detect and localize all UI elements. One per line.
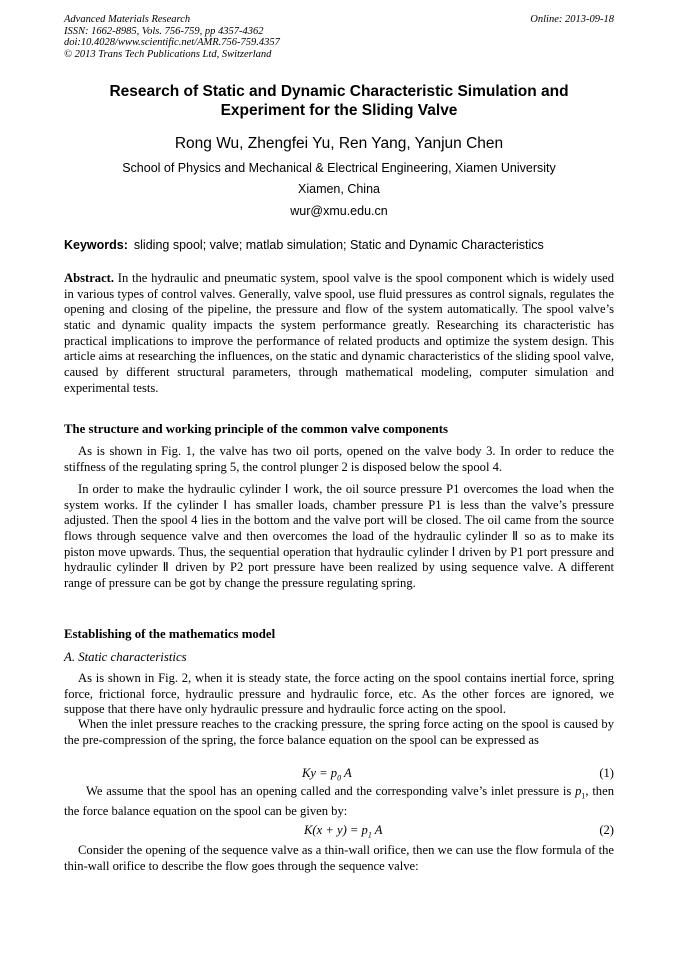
abstract-label: Abstract. — [64, 271, 115, 285]
title-line: Research of Static and Dynamic Characteristic Simulation and — [109, 83, 569, 100]
paper-title — [64, 82, 614, 120]
paragraph — [64, 784, 614, 820]
online-date: Online: 2013-09-18 — [530, 14, 614, 25]
eq-lhs: Ky = p — [302, 766, 338, 780]
affiliation: School of Physics and Mechanical & Electrical Engineering, Xiamen University — [122, 161, 556, 175]
title-line: Experiment for the Sliding Valve — [220, 102, 458, 119]
abstract — [64, 271, 614, 396]
text: We assume that the spool has an opening called and the corresponding valve’s inlet pressure is — [86, 784, 572, 798]
keywords-text: sliding spool; valve; matlab simulation; Static and Dynamic Characteristics — [133, 238, 544, 252]
eq-sub: 0 — [337, 773, 342, 783]
doi: doi:10.4028/www.scientific.net/AMR.756-759.4357 — [64, 37, 280, 48]
var: p — [575, 784, 582, 798]
eq-sub: 1 — [367, 830, 372, 840]
eq-lhs: K(x + y) = p — [304, 823, 368, 837]
copyright: © 2013 Trans Tech Publications Ltd, Switzerland — [64, 48, 272, 60]
section-heading: Establishing of the mathematics model — [64, 627, 276, 641]
keywords — [64, 238, 544, 252]
equation-number: (2) — [599, 823, 614, 837]
email: wur@xmu.edu.cn — [290, 204, 388, 218]
paragraph: In order to make the hydraulic cylinder Ⅰ work, the oil source pressure P1 overcomes the load when the system works. If the cylinder Ⅰ has smaller loads, chamber pressure P1 is less than the valve’s pressure adjusted. Then the spool 4 lies in the bottom and the valve port will be closed. The oil came from the source flows through sequence valve and then overcomes the load of the hydraulic cylinder Ⅱ so as to make its piston move upwards. Thus, the sequential operation that hydraulic cylinder Ⅰ driven by P1 port pressure and hydraulic cylinder Ⅱ driven by P2 port pressure have been realized by using sequence valve. A different range of pressure can be got by change the pressure regulating spring. — [64, 482, 614, 590]
keywords-label: Keywords: — [64, 238, 128, 252]
journal-name: Advanced Materials Research — [64, 14, 191, 25]
location: Xiamen, China — [298, 182, 380, 196]
paragraph: As is shown in Fig. 1, the valve has two oil ports, opened on the valve body 3. In order to reduce the stiffness of the regulating spring 5, the control plunger 2 is disposed below the spool 4. — [64, 444, 614, 474]
eq-rhs: A — [374, 823, 383, 837]
equation-number: (1) — [599, 766, 614, 780]
section-heading: The structure and working principle of the common valve components — [64, 422, 449, 436]
paragraph: When the inlet pressure reaches to the cracking pressure, the spring force acting on the spool is caused by the pre-compression of the spring, the force balance equation on the spool can be expressed as — [64, 717, 614, 747]
eq-rhs: A — [344, 766, 352, 780]
paragraph: As is shown in Fig. 2, when it is steady state, the force acting on the spool contains inertial force, spring force, frictional force, hydraulic pressure and hydraulic force, etc. As the other forces are ignored, we suppose that there have only hydraulic pressure and hydraulic force acting on the spool. — [64, 671, 614, 717]
issn: ISSN: 1662-8985, Vols. 756-759, pp 4357-4362 — [64, 25, 264, 37]
var-sub: 1 — [581, 791, 586, 801]
authors: Rong Wu, Zhengfei Yu, Ren Yang, Yanjun Chen — [174, 135, 504, 152]
abstract-text: In the hydraulic and pneumatic system, spool valve is the spool component which is widely used in various types of control valves. Generally, valve spool, use fluid pressures as control signals, regulates the opening and closing of the pipeline, the pressure and flow of the system automatically. The spool valve’s static and dynamic quality impacts the system performance greatly. Researching its characteristic has practical implications to improve the performance of related products and optimize the system design. This article aims at researching the influences, on the static and dynamic characteristics of the sliding spool valve, caused by different structural parameters, through mathematical modeling, computer simulation and experimental tests. — [64, 271, 614, 395]
text: , then the force balance equation on the spool can be given by: — [64, 784, 614, 819]
paragraph: Consider the opening of the sequence valve as a thin-wall orifice, then we can use the flow formula of the thin-wall orifice to describe the flow goes through the sequence valve: — [64, 843, 614, 873]
journal-header — [64, 14, 280, 60]
subsection-heading: A. Static characteristics — [64, 650, 187, 664]
